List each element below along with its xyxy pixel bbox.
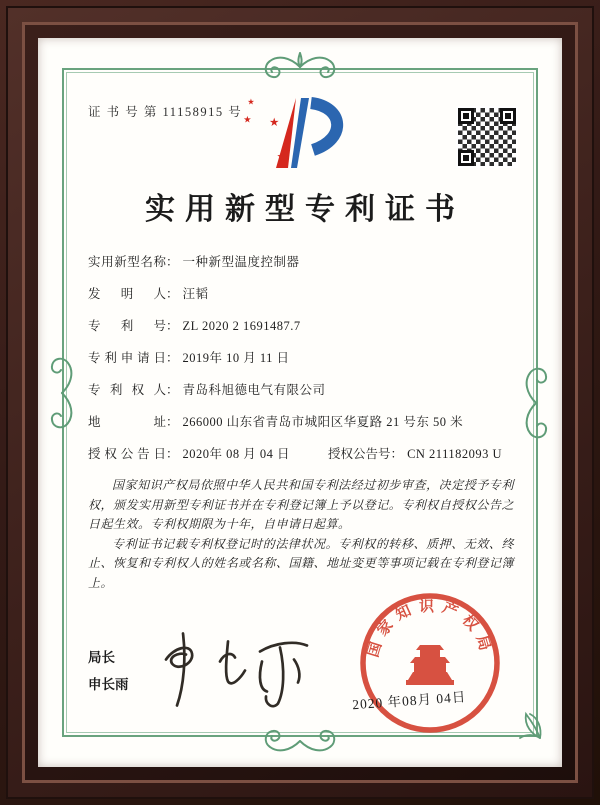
colon: ： bbox=[166, 351, 179, 365]
field-row-patentee bbox=[88, 382, 518, 399]
body-paragraph-2: 专利证书记载专利权登记时的法律状况。专利权的转移、质押、无效、终止、恢复和专利权人的姓名或名称、国籍、地址变更等事项记载在专利登记簿上。 bbox=[88, 536, 514, 590]
field-row-patent-no bbox=[88, 318, 518, 335]
body-paragraph-1: 国家知识产权局依照中华人民共和国专利法经过初步审查，决定授予专利权，颁发实用新型专利证书并在专利登记簿上予以登记。专利权自授权公告之日起生效。专利权期限为十年，自申请日起算。 bbox=[88, 478, 514, 531]
certificate-title: 实用新型专利证书 bbox=[145, 193, 465, 226]
cnipa-logo-icon bbox=[234, 90, 370, 175]
field-row-filing-date bbox=[88, 350, 518, 367]
field-label: 发明人 bbox=[88, 287, 166, 301]
flourish-left-icon bbox=[45, 343, 79, 443]
seal-date: 2020 年08月 04日 bbox=[351, 689, 467, 713]
field-value: 一种新型温度控制器 bbox=[182, 255, 300, 269]
qr-finder-icon bbox=[500, 108, 516, 124]
field-label: 专利申请日 bbox=[88, 351, 166, 365]
field-value: 青岛科旭德电气有限公司 bbox=[182, 383, 326, 397]
certificate-number: 证 书 号 第 11158915 号 bbox=[88, 105, 243, 119]
flourish-right-icon bbox=[519, 353, 553, 453]
field-label: 地址 bbox=[88, 415, 166, 429]
field-value: 汪韬 bbox=[182, 287, 209, 301]
field-value: 2020年 08 月 04 日 bbox=[182, 447, 291, 461]
flourish-top-icon bbox=[250, 50, 350, 84]
seal-text: 国家知识产权局 bbox=[365, 598, 495, 660]
field-value: 2019年 10 月 11 日 bbox=[182, 351, 290, 365]
field-label: 专利权人 bbox=[88, 383, 166, 397]
field-label: 授权公告日 bbox=[88, 447, 166, 461]
field-row-address bbox=[88, 414, 518, 431]
certificate-body bbox=[88, 476, 514, 593]
field-label: 专利号 bbox=[88, 319, 166, 333]
colon: ： bbox=[390, 447, 404, 461]
colon: ： bbox=[166, 447, 179, 461]
flourish-bottom-icon bbox=[250, 724, 350, 758]
director-title: 局长 bbox=[88, 650, 115, 665]
field-row-inventor bbox=[88, 286, 518, 303]
field-label: 授权公告号 bbox=[328, 447, 391, 461]
field-row-name bbox=[88, 254, 518, 271]
signature-icon bbox=[148, 616, 328, 714]
qr-code bbox=[456, 106, 518, 168]
cnipa-seal-icon bbox=[348, 584, 512, 742]
colon: ： bbox=[166, 255, 179, 269]
field-list bbox=[88, 254, 518, 463]
director-block bbox=[88, 644, 129, 698]
field-row-grant bbox=[88, 446, 518, 463]
field-value: ZL 2020 2 1691487.7 bbox=[182, 319, 301, 333]
colon: ： bbox=[166, 287, 179, 301]
qr-finder-icon bbox=[458, 150, 474, 166]
grant-no-group bbox=[328, 447, 502, 461]
colon: ： bbox=[166, 319, 179, 333]
director-name: 申长雨 bbox=[88, 677, 129, 692]
field-value: 266000 山东省青岛市城阳区华夏路 21 号东 50 米 bbox=[182, 415, 464, 429]
colon: ： bbox=[166, 415, 179, 429]
certificate-paper bbox=[38, 38, 562, 767]
flourish-sprig-icon bbox=[510, 706, 550, 746]
field-value: CN 211182093 U bbox=[407, 447, 503, 461]
qr-finder-icon bbox=[458, 108, 474, 124]
colon: ： bbox=[166, 383, 179, 397]
field-label: 实用新型名称 bbox=[88, 255, 166, 269]
